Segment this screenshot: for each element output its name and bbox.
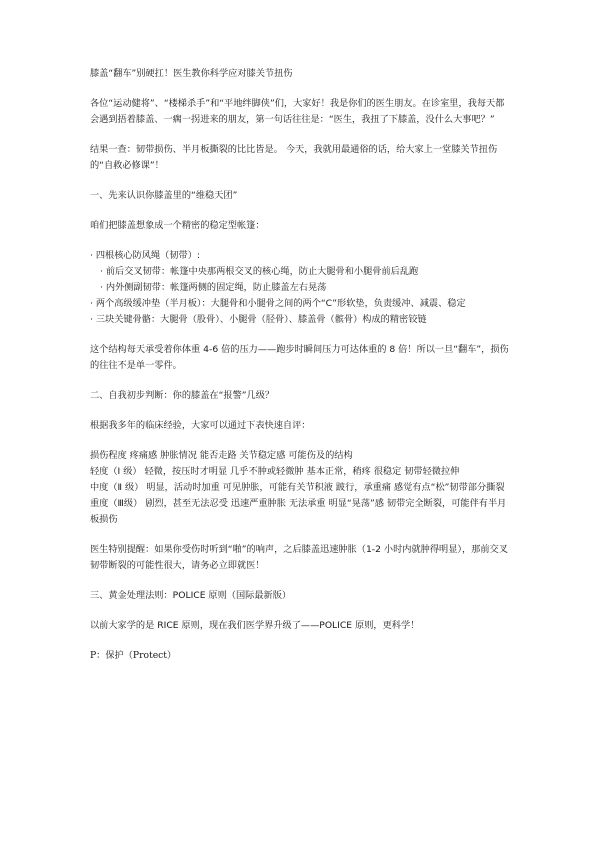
table-row: 中度（Ⅱ 级） 明显，活动时加重 可见肿胀，可能有关节积液 跛行，承重痛 感觉有点“松”韧带部分撕裂 (90, 482, 505, 493)
list-item: · 两个高级缓冲垫（半月板）：大腿骨和小腿骨之间的两个“C”形软垫，负责缓冲、减震、稳定 (90, 298, 466, 309)
pressure-note: 这个结构每天承受着你体重 4-6 倍的压力——跑步时瞬间压力可达体重的 8 倍！所以一旦“翻车”，损伤的往往不是单一零件。 (90, 344, 509, 371)
list-item: · 前后交叉韧带：帐篷中央那两根交叉的核心绳，防止大腿骨和小腿骨前后乱跑 (100, 266, 419, 277)
table-row: 轻度（Ⅰ 级） 轻微，按压时才明显 几乎不肿或轻微肿 基本正常，稍疼 很稳定 韧带轻微拉伸 (90, 466, 460, 477)
list-item: · 三块关键骨骼：大腿骨（股骨）、小腿骨（胫骨）、膝盖骨（髌骨）构成的精密铰链 (90, 314, 427, 325)
intro-paragraph: 各位“运动健将”、“楼梯杀手”和“平地绊脚侠”们，大家好！我是你们的医生朋友。在诊室里，我每天都会遇到捂着膝盖、一瘸一拐进来的朋友，第一句话往往是：“医生，我扭了下膝盖，没什么大事吧？” (90, 98, 505, 125)
section3-heading: 三、黄金处理法则：POLICE 原则（国际最新版） (90, 590, 292, 601)
section2-lead: 根据我多年的临床经验，大家可以通过下表快速自评： (90, 420, 311, 431)
section1-lead: 咱们把膝盖想象成一个精密的稳定型帐篷： (90, 220, 265, 231)
protect-heading: P：保护（Protect） (90, 650, 177, 661)
result-paragraph: 结果一查：韧带损伤、半月板撕裂的比比皆是。 今天，我就用最通俗的话，给大家上一堂膝关节扭伤的“自救必修课”！ (90, 144, 498, 171)
table-row: 重度（Ⅲ级） 剧烈，甚至无法忍受 迅速严重肿胀 无法承重 明显“晃荡”感 韧带完全断裂，可能伴有半月板损伤 (90, 498, 507, 525)
document-page (90, 66, 510, 664)
article-title: 膝盖“翻车”别硬扛！医生教你科学应对膝关节扭伤 (90, 68, 293, 79)
list-item: · 四根核心防风绳（韧带）: (90, 250, 200, 261)
section2-heading: 二、自我初步判断：你的膝盖在“报警”几级？ (90, 390, 275, 401)
table-header: 损伤程度 疼痛感 肿胀情况 能否走路 关节稳定感 可能伤及的结构 (90, 450, 353, 461)
section3-lead: 以前大家学的是 RICE 原则，现在我们医学界升级了——POLICE 原则，更科学！ (90, 620, 420, 631)
structure-list (90, 248, 510, 328)
severity-table (90, 448, 510, 528)
doctor-warning: 医生特别提醒：如果你受伤时听到“啪”的响声，之后膝盖迅速肿胀（1-2 小时内就肿得明显），那前交叉韧带断裂的可能性很大，请务必立即就医！ (90, 544, 508, 571)
section1-heading: 一、先来认识你膝盖里的“维稳天团” (90, 190, 238, 201)
list-item: · 内外侧副韧带：帐篷两侧的固定绳，防止膝盖左右晃荡 (100, 282, 327, 293)
